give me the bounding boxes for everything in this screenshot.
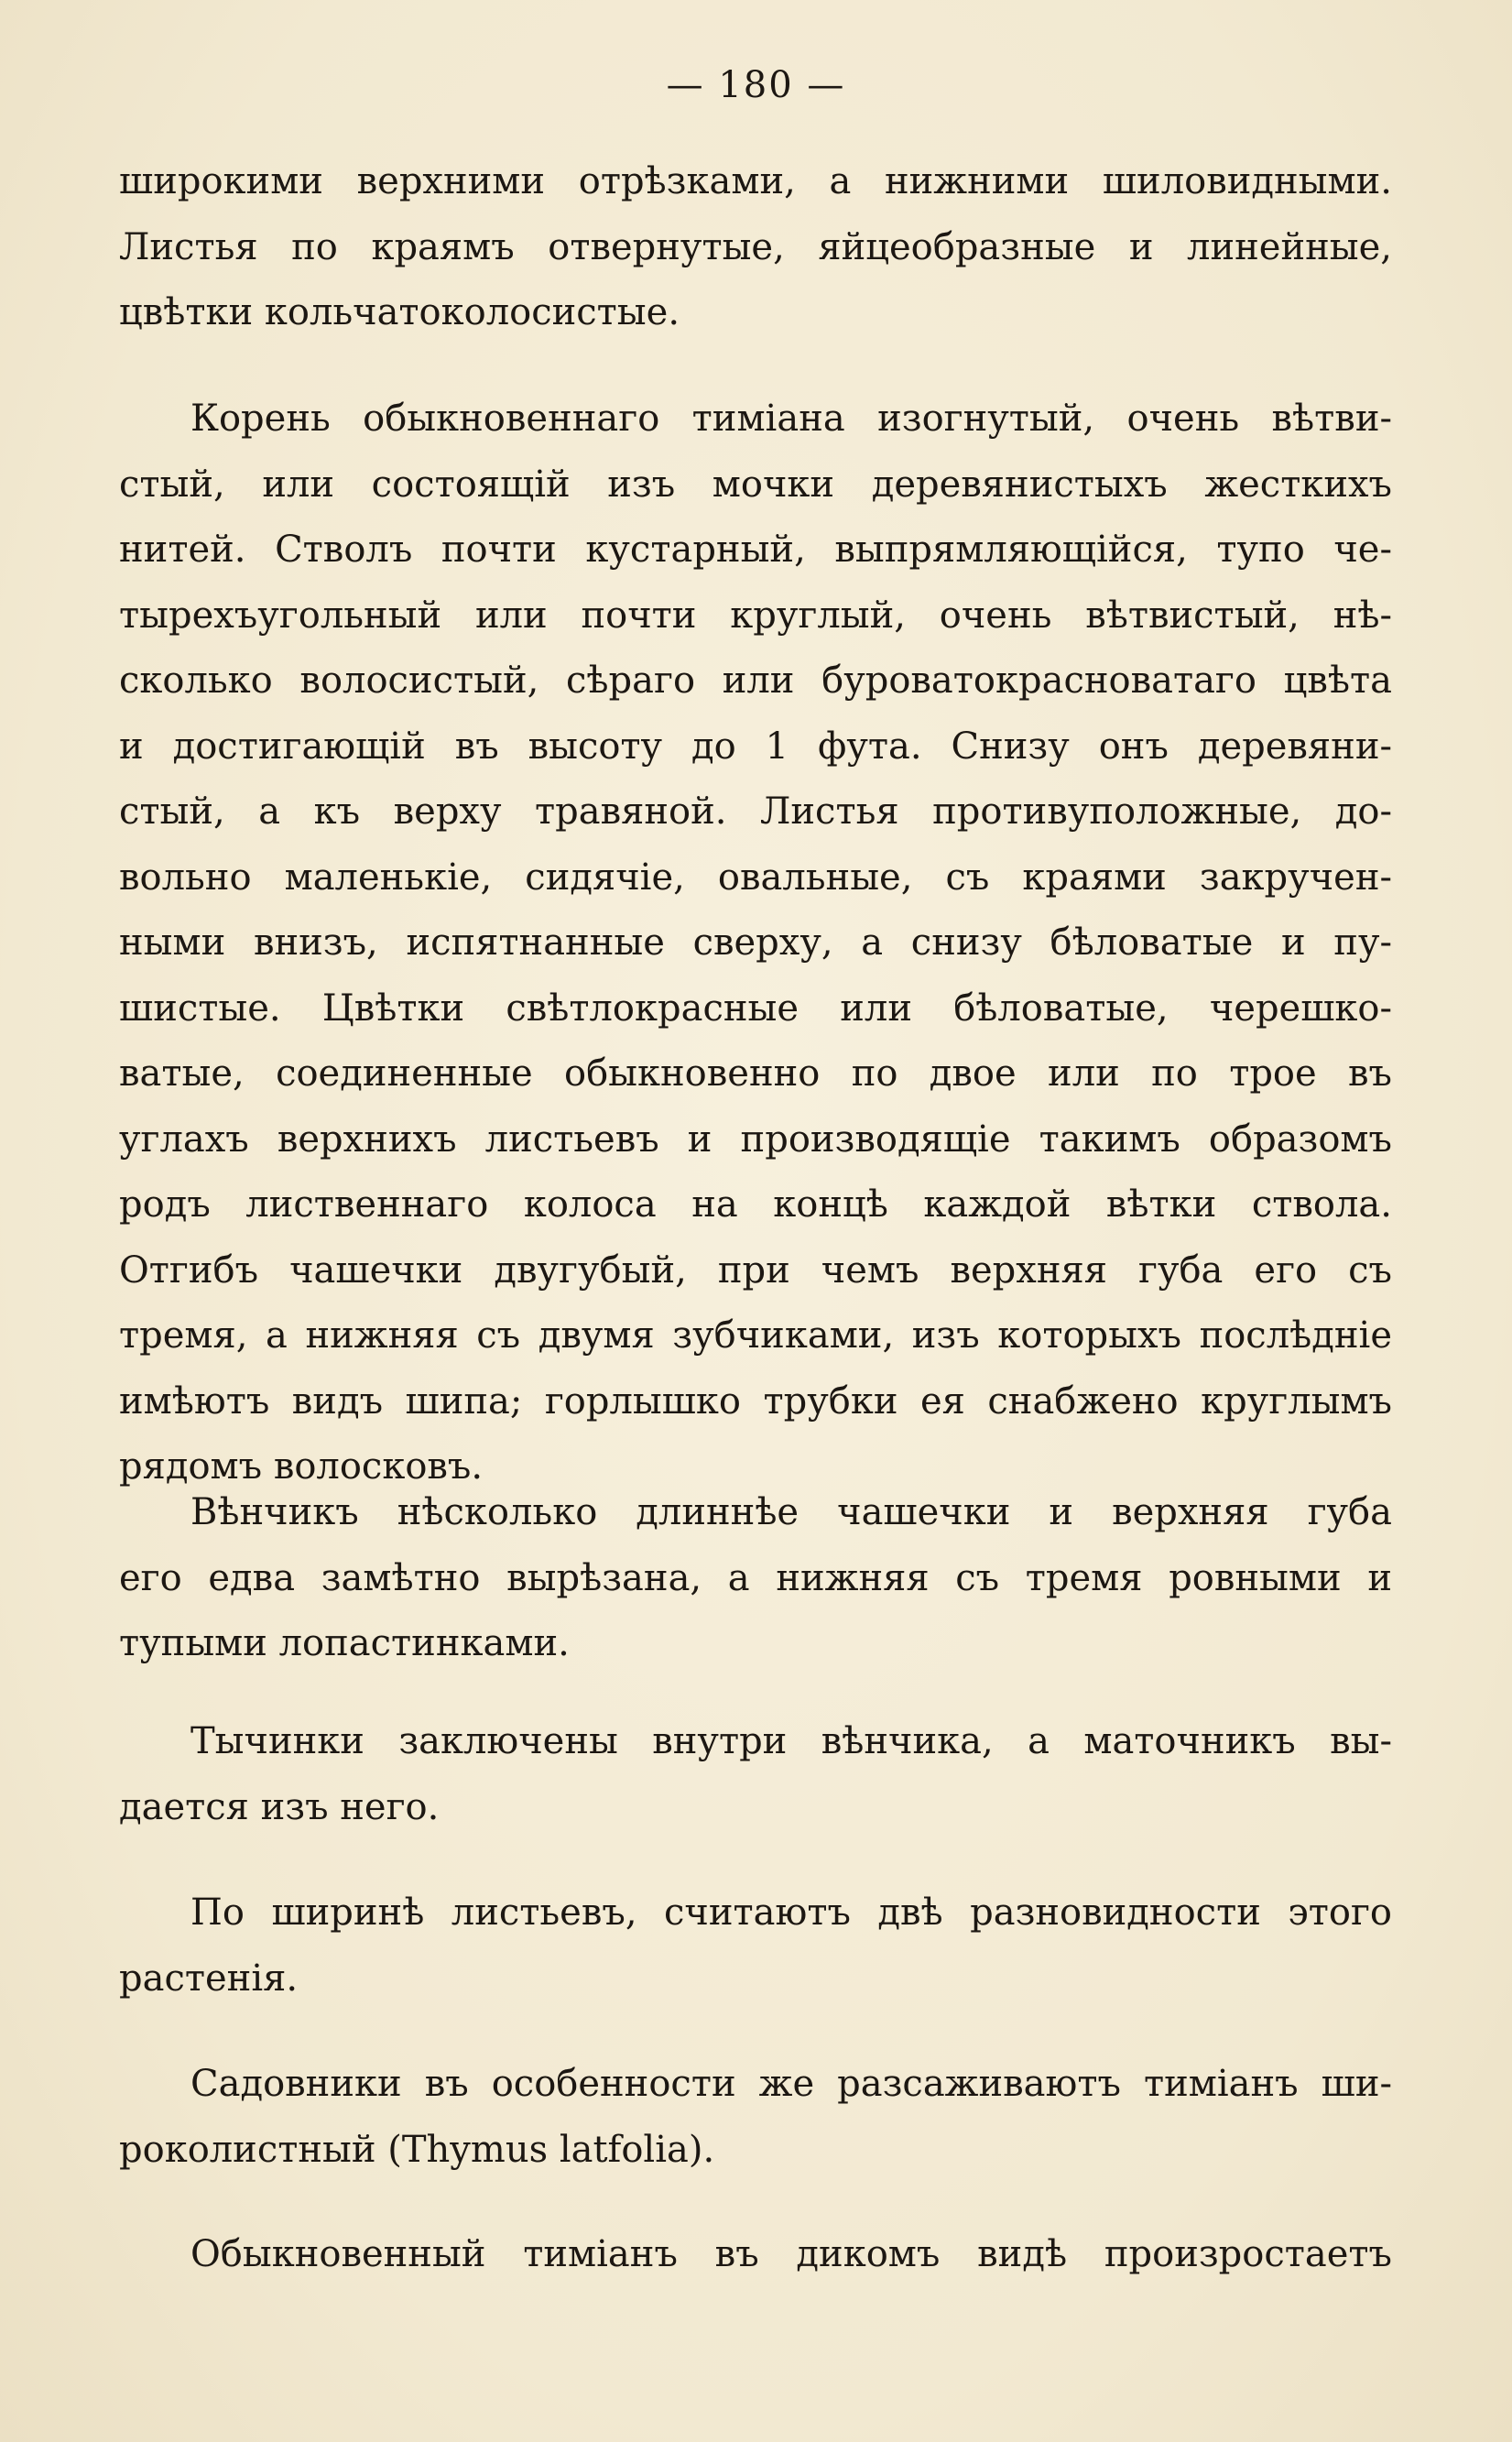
text-line: нитей. Стволъ почти кустарный, выпрямляющiйся, тупо че- — [119, 529, 1392, 571]
text-line: роколистный (Thymus latfolia). — [119, 2128, 715, 2171]
text-line: и достигающiй въ высоту до 1 фута. Снизу онъ деревяни- — [119, 725, 1392, 768]
text-line: его едва замѣтно вырѣзана, а нижняя съ тремя ровными и — [119, 1556, 1392, 1599]
text-line: углахъ верхнихъ листьевъ и производящiе такимъ образомъ — [119, 1117, 1392, 1161]
paragraph-3 — [119, 1480, 1392, 1677]
text-line: Листья по краямъ отвернутые, яйцеобразные и линейные, — [119, 225, 1392, 268]
paragraph-6 — [119, 2052, 1392, 2183]
text-line: сколько волосистый, сѣраго или буроватокрасноватаго цвѣта — [119, 660, 1392, 702]
text-line: По ширинѣ листьевъ, считаютъ двѣ разновидности этого — [190, 1891, 1392, 1934]
text-line: вольно маленькiе, сидячiе, овальные, съ краями закручен- — [119, 856, 1392, 899]
text-line: Отгибъ чашечки двугубый, при чемъ верхняя губа его съ — [119, 1248, 1392, 1292]
text-line: Тычинки заключены внутри вѣнчика, а маточникъ вы- — [190, 1720, 1392, 1762]
text-line: шистые. Цвѣтки свѣтлокрасные или бѣловатые, черешко- — [119, 987, 1392, 1030]
text-line: ными внизъ, испятнанные сверху, а снизу бѣловатые и пу- — [119, 921, 1392, 964]
paragraph-7 — [119, 2222, 1392, 2288]
text-line: родъ лиственнаго колоса на концѣ каждой вѣтки ствола. — [119, 1183, 1392, 1226]
text-line: Вѣнчикъ нѣсколько длиннѣе чашечки и верхняя губа — [190, 1491, 1392, 1533]
page-number: — 180 — — [666, 64, 846, 106]
text-line: растенiя. — [119, 1957, 299, 2000]
paragraph-2 — [119, 387, 1392, 1500]
text-line: стый, или состоящiй изъ мочки деревянистыхъ жесткихъ — [119, 463, 1392, 506]
text-line: Садовники въ особенности же разсаживаютъ тимiанъ ши- — [190, 2063, 1392, 2105]
text-line: тремя, а нижняя съ двумя зубчиками, изъ которыхъ послѣднiе — [119, 1314, 1392, 1357]
text-line: стый, а къ верху травяной. Листья противуположные, до- — [119, 790, 1392, 833]
paragraph-1 — [119, 149, 1392, 346]
paragraph-5 — [119, 1881, 1392, 2011]
paragraph-4 — [119, 1709, 1392, 1840]
text-line: имѣютъ видъ шипа; горлышко трубки ея снабжено круглымъ — [119, 1379, 1392, 1423]
text-line: рядомъ волосковъ. — [119, 1445, 484, 1488]
text-line: тупыми лопастинками. — [119, 1622, 570, 1664]
text-line: широкими верхними отрѣзками, а нижними шиловидными. — [119, 160, 1392, 202]
text-line: Корень обыкновеннаго тимiана изогнутый, очень вѣтви- — [190, 398, 1392, 440]
text-line: цвѣтки кольчатоколосистые. — [119, 291, 680, 333]
text-line: дается изъ него. — [119, 1785, 440, 1828]
text-line: ватые, соединенные обыкновенно по двое или по трое въ — [119, 1052, 1392, 1095]
text-line: Обыкновенный тимiанъ въ дикомъ видѣ произростаетъ — [190, 2233, 1392, 2275]
text-line: тырехъугольный или почти круглый, очень вѣтвистый, нѣ- — [119, 594, 1392, 637]
